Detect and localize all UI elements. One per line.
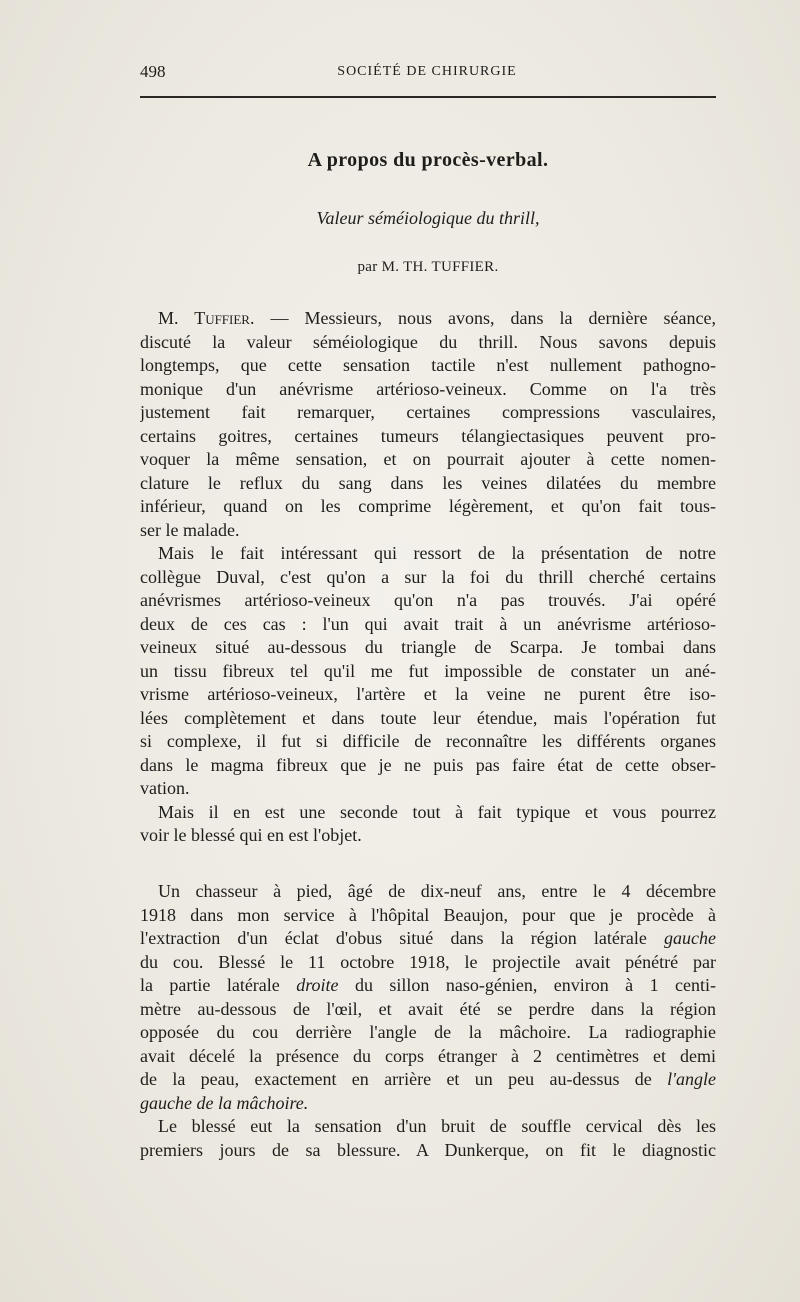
byline	[140, 259, 716, 276]
italic-text: l'angle	[667, 1069, 716, 1089]
text-line: dans le magma fibreux que je ne puis pas faire état de cette obser-	[140, 754, 716, 775]
text-line	[140, 1092, 716, 1116]
text-line: vrisme artérioso-veineux, l'artère et la veine ne purent être iso-	[140, 684, 716, 704]
article-body	[140, 307, 716, 848]
text-line: justement fait remarquer, certaines compressions vasculaires,	[140, 402, 716, 422]
text-line	[140, 974, 716, 998]
text-line: avait décelé la présence du corps étranger à 2 centimètres et demi	[140, 1045, 716, 1066]
text-line: collègue Duval, c'est qu'on a sur la foi du thrill cherché certains	[140, 566, 716, 587]
text-line: 1918 dans mon service à l'hôpital Beaujon, pour que je procède à	[140, 904, 716, 925]
text-line: voir le blessé qui en est l'objet.	[140, 825, 362, 845]
article-subtitle: Valeur séméiologique du thrill,	[316, 208, 540, 228]
text-span: l'extraction d'un éclat d'obus situé dans la région latérale	[140, 928, 665, 948]
text-span: de la peau, exactement en arrière et un peu au-dessus de	[140, 1069, 668, 1089]
text-line: Le blessé eut la sensation d'un bruit de souffle cervical dès les	[158, 1116, 716, 1136]
text-line: vation.	[140, 778, 190, 798]
byline-prefix: par M. TH.	[357, 259, 428, 275]
text-line: opposée du cou derrière l'angle de la mâchoire. La radiographie	[140, 1022, 716, 1042]
text-line: discuté la valeur séméiologique du thrill. Nous savons depuis	[140, 331, 716, 352]
italic-text: gauche	[664, 928, 716, 948]
page-number: 498	[140, 62, 166, 81]
italic-text: droite	[296, 975, 339, 995]
text-line: Un chasseur à pied, âgé de dix-neuf ans, entre le 4 décembre	[158, 881, 716, 901]
text-line: veineux situé au-dessous du triangle de Scarpa. Je tombai dans	[140, 637, 716, 657]
italic-text: gauche de la mâchoire.	[140, 1092, 309, 1113]
journal-title: SOCIÉTÉ DE CHIRURGIE	[337, 64, 517, 79]
text-line: si complexe, il fut si difficile de reconnaître les différents organes	[140, 731, 716, 751]
article-title: A propos du procès-verbal.	[307, 149, 549, 171]
text-line	[140, 1068, 716, 1092]
text-line: premiers jours de sa blessure. A Dunkerque, on fit le diagnostic	[140, 1139, 716, 1160]
text-line: un tissu fibreux tel qu'il me fut impossible de constater un ané-	[140, 660, 716, 681]
speaker-name: M. Tuffier.	[158, 308, 255, 328]
text-span: — Messieurs, nous avons, dans la dernière séance,	[254, 308, 716, 328]
text-line: deux de ces cas : l'un qui avait trait à un anévrisme artérioso-	[140, 613, 716, 634]
text-line: voquer la même sensation, et on pourrait ajouter à cette nomen-	[140, 449, 716, 469]
running-head	[140, 62, 714, 86]
text-span: du sillon naso-génien, environ à 1 centi-	[338, 975, 716, 995]
case-report	[140, 880, 716, 1162]
text-line: inférieur, quand on les comprime légèrement, et qu'on fait tous-	[140, 496, 716, 516]
text-line: mètre au-dessous de l'œil, et avait été se perdre dans la région	[140, 998, 716, 1019]
text-line: anévrismes artérioso-veineux qu'on n'a pas trouvés. J'ai opéré	[140, 590, 716, 610]
text-line	[140, 307, 716, 331]
text-line	[140, 927, 716, 951]
byline-author: TUFFIER.	[431, 259, 499, 275]
text-line: lées complètement et dans toute leur étendue, mais l'opération fut	[140, 707, 716, 728]
text-line: monique d'un anévrisme artérioso-veineux. Comme on l'a très	[140, 378, 716, 399]
text-line: certains goitres, certaines tumeurs télangiectasiques peuvent pro-	[140, 425, 716, 446]
header-rule	[140, 96, 716, 98]
text-line: ser le malade.	[140, 519, 240, 540]
text-line: du cou. Blessé le 11 octobre 1918, le projectile avait pénétré par	[140, 951, 716, 972]
text-line: clature le reflux du sang dans les veines dilatées du membre	[140, 472, 716, 493]
text-line: Mais le fait intéressant qui ressort de la présentation de notre	[158, 543, 716, 563]
text-line: longtemps, que cette sensation tactile n'est nullement pathogno-	[140, 355, 716, 375]
text-line: Mais il en est une seconde tout à fait typique et vous pourrez	[158, 801, 716, 822]
text-span: la partie latérale	[140, 975, 297, 995]
